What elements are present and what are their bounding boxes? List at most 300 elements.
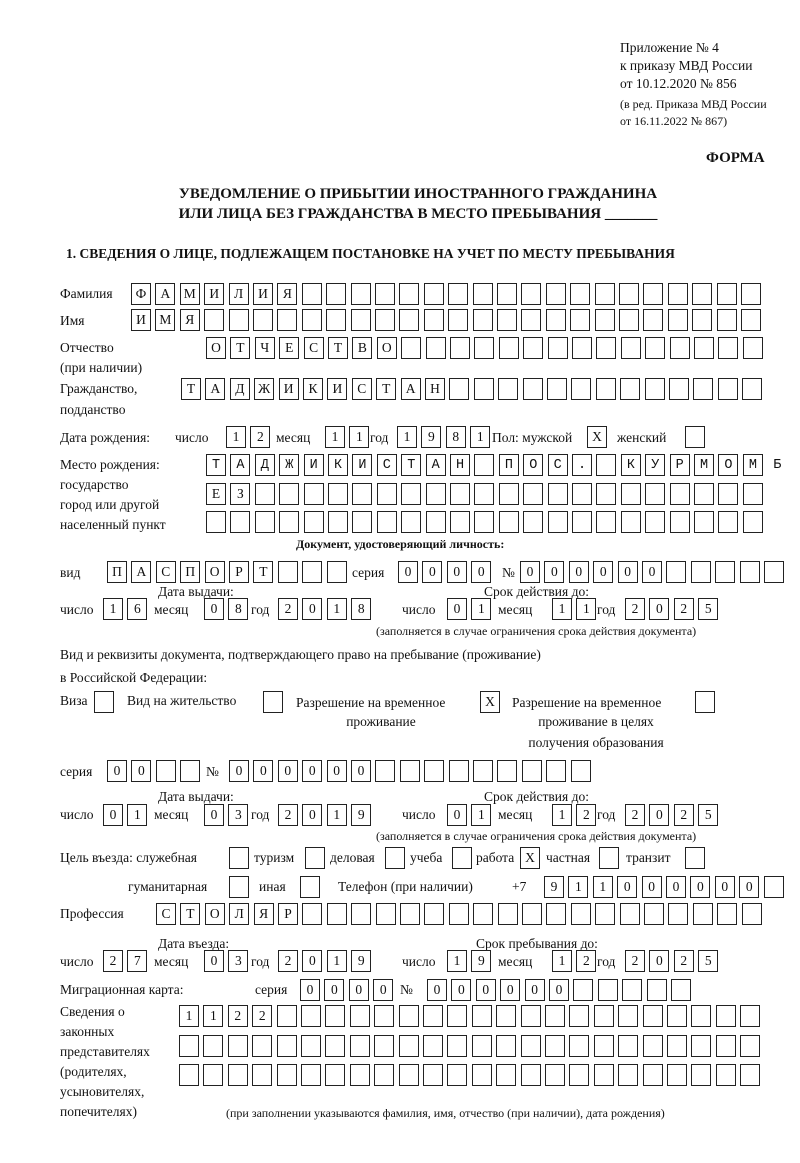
representative-line3-cell[interactable] [203,1064,223,1086]
permit-number-cell[interactable]: 0 [253,760,273,782]
birthplace-line3-cell[interactable] [670,511,690,533]
representative-line1-cell[interactable] [399,1005,419,1027]
representative-line1-cell[interactable] [447,1005,467,1027]
month-cell[interactable]: 0 [204,598,224,620]
phone-cell[interactable]: 0 [690,876,710,898]
representative-line3-cell[interactable] [325,1064,345,1086]
surname-cell[interactable] [546,283,566,305]
patronymic-cell[interactable] [694,337,714,359]
permit-number-cell[interactable] [571,760,591,782]
permit-number-cell[interactable] [424,760,444,782]
patronymic-cell[interactable]: Т [328,337,348,359]
permit-series-cell[interactable] [156,760,176,782]
citizenship-cell[interactable] [547,378,567,400]
birthplace-line3-cell[interactable] [401,511,421,533]
name-cell[interactable] [351,309,371,331]
day-cell[interactable]: 2 [250,426,270,448]
representative-line1-cell[interactable]: 1 [203,1005,223,1027]
doc-type-cell[interactable]: А [131,561,151,583]
representative-line2-cell[interactable] [594,1035,614,1057]
citizenship-cell[interactable]: Т [181,378,201,400]
birthplace-line3-cell[interactable] [377,511,397,533]
temp-edu-checkbox-cell[interactable] [695,691,715,713]
representative-line3-cell[interactable] [643,1064,663,1086]
representative-line1-cell[interactable]: 2 [228,1005,248,1027]
citizenship-cell[interactable]: С [352,378,372,400]
doc-number-cell[interactable] [740,561,760,583]
representative-line3-cell[interactable] [545,1064,565,1086]
representative-line2-cell[interactable] [350,1035,370,1057]
name-cell[interactable] [448,309,468,331]
patronymic-cell[interactable]: Ч [255,337,275,359]
representative-line3-cell[interactable] [447,1064,467,1086]
citizenship-cell[interactable] [645,378,665,400]
phone-cell[interactable]: 0 [739,876,759,898]
month-cell[interactable]: 0 [204,950,224,972]
month-cell[interactable]: 1 [552,598,572,620]
day-cell[interactable]: 1 [471,598,491,620]
permit-number-cell[interactable]: 0 [351,760,371,782]
surname-cell[interactable] [351,283,371,305]
name-cell[interactable] [643,309,663,331]
representative-line3-cell[interactable] [740,1064,760,1086]
birthplace-line3-cell[interactable] [255,511,275,533]
phone-cell[interactable]: 1 [568,876,588,898]
doc-type-cell[interactable]: П [180,561,200,583]
profession-cell[interactable] [571,903,591,925]
citizenship-cell[interactable] [498,378,518,400]
profession-cell[interactable]: О [205,903,225,925]
birthplace-line2-cell[interactable] [572,483,592,505]
birthplace-line2-cell[interactable] [718,483,738,505]
representative-line2-cell[interactable] [374,1035,394,1057]
birthplace-line3-cell[interactable] [328,511,348,533]
citizenship-cell[interactable]: Т [376,378,396,400]
patronymic-cell[interactable] [645,337,665,359]
year-cell[interactable]: 8 [351,598,371,620]
purpose-official-checkbox-cell[interactable] [229,847,249,869]
patronymic-cell[interactable] [450,337,470,359]
name-cell[interactable] [326,309,346,331]
birthplace-line2-cell[interactable] [645,483,665,505]
day-cell[interactable]: 7 [127,950,147,972]
permit-series-cell[interactable]: 0 [131,760,151,782]
year-cell[interactable]: 8 [446,426,466,448]
birthplace-line3-cell[interactable] [304,511,324,533]
year-cell[interactable]: 0 [649,950,669,972]
name-cell[interactable] [692,309,712,331]
patronymic-cell[interactable] [718,337,738,359]
birthplace-line3-cell[interactable] [572,511,592,533]
name-cell[interactable] [277,309,297,331]
profession-cell[interactable] [620,903,640,925]
representative-line3-cell[interactable] [301,1064,321,1086]
surname-cell[interactable]: М [180,283,200,305]
phone-cell[interactable]: 0 [715,876,735,898]
doc-type-cell[interactable] [302,561,322,583]
patronymic-cell[interactable] [596,337,616,359]
name-cell[interactable] [668,309,688,331]
permit-number-cell[interactable]: 0 [302,760,322,782]
birthplace-line3-cell[interactable] [694,511,714,533]
migration-number-cell[interactable]: 0 [500,979,520,1001]
birthplace-line2-cell[interactable] [499,483,519,505]
year-cell[interactable]: 0 [302,804,322,826]
citizenship-cell[interactable]: А [205,378,225,400]
year-cell[interactable]: 1 [327,804,347,826]
representative-line1-cell[interactable] [691,1005,711,1027]
surname-cell[interactable] [668,283,688,305]
surname-cell[interactable] [619,283,639,305]
residence-checkbox-cell[interactable] [263,691,283,713]
representative-line2-cell[interactable] [301,1035,321,1057]
surname-cell[interactable]: Л [229,283,249,305]
representative-line3-cell[interactable] [569,1064,589,1086]
day-cell[interactable]: 2 [103,950,123,972]
patronymic-cell[interactable] [523,337,543,359]
day-cell[interactable]: 1 [127,804,147,826]
name-cell[interactable] [424,309,444,331]
month-cell[interactable]: 3 [228,950,248,972]
doc-series-cell[interactable]: 0 [422,561,442,583]
day-cell[interactable]: 6 [127,598,147,620]
month-cell[interactable]: 1 [349,426,369,448]
profession-cell[interactable]: Р [278,903,298,925]
surname-cell[interactable]: Я [277,283,297,305]
permit-number-cell[interactable] [449,760,469,782]
doc-type-cell[interactable]: Р [229,561,249,583]
year-cell[interactable]: 2 [674,598,694,620]
representative-line1-cell[interactable] [521,1005,541,1027]
year-cell[interactable]: 2 [625,598,645,620]
phone-cell[interactable] [764,876,784,898]
profession-cell[interactable] [693,903,713,925]
profession-cell[interactable]: Т [180,903,200,925]
month-cell[interactable]: 3 [228,804,248,826]
representative-line3-cell[interactable] [716,1064,736,1086]
patronymic-cell[interactable]: Е [279,337,299,359]
name-cell[interactable] [302,309,322,331]
profession-cell[interactable] [668,903,688,925]
profession-cell[interactable] [473,903,493,925]
day-cell[interactable]: 0 [103,804,123,826]
migration-number-cell[interactable] [622,979,642,1001]
surname-cell[interactable]: Ф [131,283,151,305]
profession-cell[interactable] [717,903,737,925]
representative-line2-cell[interactable] [203,1035,223,1057]
representative-line1-cell[interactable] [618,1005,638,1027]
name-cell[interactable] [375,309,395,331]
representative-line1-cell[interactable] [716,1005,736,1027]
patronymic-cell[interactable] [743,337,763,359]
representative-line3-cell[interactable] [423,1064,443,1086]
name-cell[interactable] [741,309,761,331]
profession-cell[interactable]: С [156,903,176,925]
year-cell[interactable]: 1 [470,426,490,448]
permit-number-cell[interactable]: 0 [327,760,347,782]
name-cell[interactable]: И [131,309,151,331]
doc-number-cell[interactable]: 0 [520,561,540,583]
doc-type-cell[interactable]: О [205,561,225,583]
representative-line1-cell[interactable] [496,1005,516,1027]
surname-cell[interactable] [692,283,712,305]
representative-line1-cell[interactable] [569,1005,589,1027]
representative-line3-cell[interactable] [399,1064,419,1086]
surname-cell[interactable] [643,283,663,305]
temp-permit-checkbox-cell[interactable]: X [480,691,500,713]
day-cell[interactable]: 0 [447,598,467,620]
patronymic-cell[interactable] [670,337,690,359]
birthplace-line3-cell[interactable] [230,511,250,533]
doc-series-cell[interactable]: 0 [398,561,418,583]
birthplace-line2-cell[interactable] [426,483,446,505]
birthplace-line3-cell[interactable] [548,511,568,533]
profession-cell[interactable] [400,903,420,925]
patronymic-cell[interactable]: Т [230,337,250,359]
doc-number-cell[interactable] [764,561,784,583]
migration-number-cell[interactable] [647,979,667,1001]
representative-line1-cell[interactable] [545,1005,565,1027]
representative-line3-cell[interactable] [594,1064,614,1086]
birthplace-line2-cell[interactable] [450,483,470,505]
representative-line2-cell[interactable] [691,1035,711,1057]
birthplace-line1-value[interactable]: ТАДЖИКИСТАН ПОС. КУРМОМБ [212,458,798,473]
representative-line3-cell[interactable] [179,1064,199,1086]
patronymic-cell[interactable] [474,337,494,359]
surname-cell[interactable] [521,283,541,305]
profession-cell[interactable] [302,903,322,925]
year-cell[interactable]: 2 [278,598,298,620]
migration-series-cell[interactable]: 0 [349,979,369,1001]
doc-number-cell[interactable]: 0 [642,561,662,583]
year-cell[interactable]: 9 [421,426,441,448]
representative-line2-cell[interactable] [447,1035,467,1057]
representative-line3-cell[interactable] [618,1064,638,1086]
representative-line3-cell[interactable] [667,1064,687,1086]
birthplace-line3-cell[interactable] [596,511,616,533]
purpose-tourism-checkbox-cell[interactable] [305,847,325,869]
representative-line3-cell[interactable] [472,1064,492,1086]
citizenship-cell[interactable] [718,378,738,400]
birthplace-line2-cell[interactable] [743,483,763,505]
representative-line2-cell[interactable] [740,1035,760,1057]
representative-line2-cell[interactable] [399,1035,419,1057]
representative-line2-cell[interactable] [472,1035,492,1057]
year-cell[interactable]: 1 [397,426,417,448]
representative-line2-cell[interactable] [496,1035,516,1057]
name-cell[interactable] [546,309,566,331]
surname-cell[interactable] [595,283,615,305]
surname-cell[interactable] [302,283,322,305]
day-cell[interactable]: 0 [447,804,467,826]
representative-line2-cell[interactable] [716,1035,736,1057]
representative-line1-cell[interactable] [350,1005,370,1027]
name-cell[interactable] [399,309,419,331]
month-cell[interactable]: 2 [576,950,596,972]
representative-line2-cell[interactable] [521,1035,541,1057]
doc-series-cell[interactable]: 0 [471,561,491,583]
patronymic-cell[interactable] [426,337,446,359]
year-cell[interactable]: 0 [302,598,322,620]
profession-cell[interactable]: Я [254,903,274,925]
year-cell[interactable]: 2 [278,804,298,826]
name-cell[interactable] [253,309,273,331]
purpose-humanitarian-checkbox-cell[interactable] [229,876,249,898]
permit-number-cell[interactable] [497,760,517,782]
citizenship-cell[interactable]: И [327,378,347,400]
citizenship-cell[interactable] [571,378,591,400]
patronymic-cell[interactable]: С [304,337,324,359]
birthplace-line3-cell[interactable] [718,511,738,533]
citizenship-cell[interactable]: К [303,378,323,400]
citizenship-cell[interactable] [669,378,689,400]
year-cell[interactable]: 9 [351,950,371,972]
name-cell[interactable] [570,309,590,331]
birthplace-line2-cell[interactable] [694,483,714,505]
representative-line1-cell[interactable] [277,1005,297,1027]
doc-series-cell[interactable]: 0 [447,561,467,583]
doc-number-cell[interactable] [666,561,686,583]
birthplace-line2-cell[interactable] [401,483,421,505]
representative-line2-cell[interactable] [423,1035,443,1057]
representative-line3-cell[interactable] [252,1064,272,1086]
birthplace-line3-cell[interactable] [499,511,519,533]
birthplace-line3-cell[interactable] [743,511,763,533]
birthplace-line3-cell[interactable] [621,511,641,533]
profession-cell[interactable]: Л [229,903,249,925]
name-cell[interactable] [717,309,737,331]
representative-line2-cell[interactable] [667,1035,687,1057]
purpose-study-checkbox-cell[interactable] [452,847,472,869]
surname-cell[interactable] [424,283,444,305]
surname-cell[interactable] [717,283,737,305]
profession-cell[interactable] [498,903,518,925]
representative-line1-cell[interactable]: 1 [179,1005,199,1027]
birthplace-line2-cell[interactable] [377,483,397,505]
profession-cell[interactable] [522,903,542,925]
surname-cell[interactable] [399,283,419,305]
surname-cell[interactable] [448,283,468,305]
year-cell[interactable]: 2 [625,804,645,826]
birthplace-line2-cell[interactable] [304,483,324,505]
sex-female-checkbox-cell[interactable] [685,426,705,448]
doc-type-cell[interactable]: Т [253,561,273,583]
citizenship-cell[interactable]: Н [425,378,445,400]
representative-line2-cell[interactable] [643,1035,663,1057]
birthplace-line2-cell[interactable] [328,483,348,505]
surname-cell[interactable] [497,283,517,305]
doc-type-cell[interactable]: П [107,561,127,583]
migration-series-cell[interactable]: 0 [373,979,393,1001]
year-cell[interactable]: 0 [302,950,322,972]
day-cell[interactable]: 1 [447,950,467,972]
purpose-other-checkbox-cell[interactable] [300,876,320,898]
patronymic-cell[interactable]: О [377,337,397,359]
doc-number-cell[interactable]: 0 [569,561,589,583]
birthplace-line3-cell[interactable] [450,511,470,533]
year-cell[interactable]: 5 [698,950,718,972]
name-cell[interactable] [619,309,639,331]
birthplace-line2-cell[interactable] [255,483,275,505]
citizenship-cell[interactable] [449,378,469,400]
month-cell[interactable]: 1 [552,804,572,826]
representative-line1-cell[interactable]: 2 [252,1005,272,1027]
representative-line3-cell[interactable] [277,1064,297,1086]
sex-male-checkbox-cell[interactable]: X [587,426,607,448]
birthplace-line3-cell[interactable] [279,511,299,533]
name-cell[interactable] [204,309,224,331]
name-cell[interactable]: М [155,309,175,331]
representative-line3-cell[interactable] [228,1064,248,1086]
representative-line2-cell[interactable] [325,1035,345,1057]
name-cell[interactable] [521,309,541,331]
citizenship-cell[interactable] [620,378,640,400]
migration-number-cell[interactable]: 0 [451,979,471,1001]
birthplace-line3-cell[interactable] [352,511,372,533]
birthplace-line2-cell[interactable] [670,483,690,505]
migration-number-cell[interactable]: 0 [427,979,447,1001]
doc-number-cell[interactable]: 0 [618,561,638,583]
doc-type-cell[interactable] [327,561,347,583]
birthplace-line2-cell[interactable] [621,483,641,505]
doc-type-cell[interactable] [278,561,298,583]
migration-number-cell[interactable] [598,979,618,1001]
month-cell[interactable]: 1 [325,426,345,448]
month-cell[interactable]: 2 [576,804,596,826]
name-cell[interactable] [595,309,615,331]
representative-line1-cell[interactable] [301,1005,321,1027]
permit-number-cell[interactable]: 0 [278,760,298,782]
representative-line1-cell[interactable] [325,1005,345,1027]
patronymic-cell[interactable] [401,337,421,359]
month-cell[interactable]: 1 [576,598,596,620]
doc-number-cell[interactable]: 0 [593,561,613,583]
surname-cell[interactable] [473,283,493,305]
day-cell[interactable]: 1 [103,598,123,620]
patronymic-cell[interactable]: О [206,337,226,359]
purpose-private-checkbox-cell[interactable] [599,847,619,869]
birthplace-line2-cell[interactable]: З [230,483,250,505]
migration-number-cell[interactable] [573,979,593,1001]
birthplace-line3-cell[interactable] [206,511,226,533]
permit-series-cell[interactable] [180,760,200,782]
representative-line2-cell[interactable] [545,1035,565,1057]
citizenship-cell[interactable]: Ж [254,378,274,400]
representative-line1-cell[interactable] [423,1005,443,1027]
phone-cell[interactable]: 9 [544,876,564,898]
representative-line3-cell[interactable] [691,1064,711,1086]
patronymic-cell[interactable] [548,337,568,359]
year-cell[interactable]: 0 [649,804,669,826]
profession-cell[interactable] [327,903,347,925]
birthplace-line3-cell[interactable] [426,511,446,533]
birthplace-line3-cell[interactable] [523,511,543,533]
profession-cell[interactable] [449,903,469,925]
year-cell[interactable]: 5 [698,598,718,620]
month-cell[interactable]: 1 [552,950,572,972]
birthplace-line3-cell[interactable] [474,511,494,533]
representative-line2-cell[interactable] [569,1035,589,1057]
birthplace-line2-cell[interactable]: Е [206,483,226,505]
surname-cell[interactable] [741,283,761,305]
name-cell[interactable]: Я [180,309,200,331]
representative-line1-cell[interactable] [472,1005,492,1027]
representative-line1-cell[interactable] [643,1005,663,1027]
citizenship-cell[interactable] [693,378,713,400]
migration-number-cell[interactable] [671,979,691,1001]
representative-line3-cell[interactable] [496,1064,516,1086]
day-cell[interactable]: 1 [471,804,491,826]
